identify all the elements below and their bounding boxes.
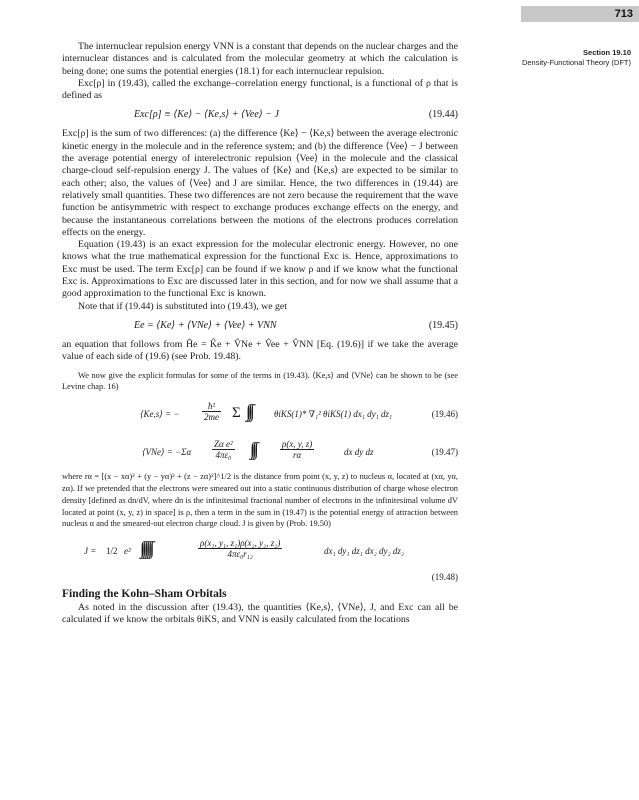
equation-number: (19.45) <box>428 319 458 331</box>
integrand-denominator: rα <box>293 450 302 461</box>
equation-half: 1/2 <box>106 546 118 557</box>
summation-sign: Σ <box>232 405 241 422</box>
subsection-heading: Finding the Kohn–Sham Orbitals <box>62 588 227 601</box>
sextuple-integral-sign: ∫∫∫∫∫∫ <box>140 538 152 559</box>
integrand-fraction <box>280 439 314 460</box>
integrand-numerator: ρ(x, y, z) <box>282 439 313 450</box>
fraction-numerator: Zα e² <box>214 439 233 450</box>
integrand-fraction <box>198 538 282 559</box>
paragraph-kohn-sham: As noted in the discussion after (19.43), the quantities ⟨Ke,s⟩, ⟨VNe⟩, J, and Exc can all be calculated if we know the orbitals θiKS, and VNN is easily calculated from the locations <box>62 602 458 626</box>
fraction-denominator: 4πε₀ <box>215 450 232 461</box>
equation-fraction <box>212 439 235 460</box>
equation-integrand: θiKS(1)* ∇₁² θiKS(1) dx₁ dy₁ dz₁ <box>274 409 393 420</box>
equation-lhs: ⟨VNe⟩ = −Σα <box>142 447 192 458</box>
equation-body: Ee = ⟨Ke⟩ + ⟨VNe⟩ + ⟨Vee⟩ + VNN <box>134 319 277 331</box>
integrand-numerator: ρ(x₁, y₁, z₁)ρ(x₂, y₂, z₂) <box>200 538 281 549</box>
paragraph-distance-definition: where rα = [(x − xα)² + (y − yα)² + (z − zα)²]^1/2 is the distance from point (x, y, z) to nucleus α, located at (xα, yα, zα). If we pretended that the electrons were smeared out into a static continuous distribution of charge whose electron density [defined as dn/dV, where dn is the infinitesimal fractional number of electrons in the infinitesimal volume dV located at point (x, y, z) in space] is ρ, then a term in the sum in (19.47) is the potential energy of attraction between nucleus α and the smeared-out electron charge cloud. J is given by (Prob. 19.50) <box>62 472 458 529</box>
equation-differentials: dx₁ dy₁ dz₁ dx₂ dy₂ dz₂ <box>324 546 405 557</box>
triple-integral-sign: ∫∫∫ <box>250 439 256 460</box>
equation-19-47 <box>62 437 458 471</box>
paragraph-hamiltonian: an equation that follows from Ĥe = K̂e + V̂Ne + V̂ee + V̂NN [Eq. (19.6)] if we take the average value of each side of (19.6) (see Prob. 19.48). <box>62 338 458 363</box>
equation-differentials: dx dy dz <box>344 447 374 458</box>
main-text-column <box>62 41 458 627</box>
fraction-denominator: 2me <box>204 412 219 423</box>
paragraph-exc-differences: Exc[ρ] is the sum of two differences: (a) the difference ⟨Ke⟩ − ⟨Ke,s⟩ between the average electronic kinetic energy in the molecule and in the reference system; and (b) the difference ⟨Vee⟩ − J between the average potential energy of interelectronic repulsion ⟨Vee⟩ in the molecule and the classical charge-cloud self-repulsion energy J. The values of ⟨Ke⟩ and ⟨Ke,s⟩ are expected to be similar to each other; also, the values of ⟨Vee⟩ and J are similar. Hence, the two differences in (19.44) are relatively small quantities. These two differences are not zero because the requirement that the wave function be antisymmetric with respect to exchange produces exchange effects on the energy, and because the instantaneous correlations between the motions of the electrons produces correlation effects on the energy. <box>62 128 458 238</box>
equation-number: (19.44) <box>428 109 458 121</box>
equation-lhs: J = <box>84 546 97 557</box>
equation-number: (19.48) <box>431 572 458 583</box>
paragraph-internuclear: The internuclear repulsion energy VNN is a constant that depends on the nuclear charges and the internuclear distances and is calculated from the molecular geometry at which the calculation is being done; one sums the potential energies (18.1) for each internuclear repulsion. <box>62 41 458 77</box>
paragraph-substitution: Note that if (19.44) is substituted into (19.43), we get <box>78 300 287 312</box>
equation-lhs: ⟨Ke,s⟩ = − <box>140 409 180 420</box>
equation-number: (19.47) <box>431 447 458 458</box>
section-title: Density-Functional Theory (DFT) <box>521 58 631 67</box>
section-marginal-label <box>522 48 631 68</box>
section-number: Section 19.10 <box>583 48 631 57</box>
equation-19-46 <box>62 399 458 433</box>
fraction-numerator: ħ² <box>202 401 221 412</box>
paragraph-explicit-formulas: We now give the explicit formulas for some of the terms in (19.43). ⟨Ke,s⟩ and ⟨VNe⟩ can be shown to be (see Levine chap. 16) <box>62 370 458 392</box>
integrand-denominator: 4πε₀r₁₂ <box>227 549 253 560</box>
equation-19-44 <box>62 106 458 124</box>
equation-body: Exc[ρ] ≡ ⟨Ke⟩ − ⟨Ke,s⟩ + ⟨Vee⟩ − J <box>134 109 279 121</box>
triple-integral-sign: ∫∫∫ <box>246 401 252 422</box>
equation-number: (19.46) <box>431 409 458 420</box>
equation-19-45 <box>62 317 458 335</box>
small-print-block <box>62 370 458 587</box>
paragraph-exact-expression: Equation (19.43) is an exact expression for the molecular electronic energy. However, no one knows what the true mathematical expression for the functional Exc is. Hence, approximations to Exc must be used. The term Exc[ρ] can be found if we know ρ and if we know what the functional Exc is. Approximations to Exc are discussed later in this section, and for now we shall assume that a good approximation to the functional Exc is known. <box>62 239 458 300</box>
equation-fraction <box>202 401 221 422</box>
equation-e-squared: e² <box>124 546 131 557</box>
equation-19-48 <box>62 534 458 586</box>
paragraph-exc-definition: Exc[ρ] in (19.43), called the exchange–correlation energy functional, is a functional of ρ that is defined as <box>62 77 458 102</box>
page-number: 713 <box>614 8 633 20</box>
